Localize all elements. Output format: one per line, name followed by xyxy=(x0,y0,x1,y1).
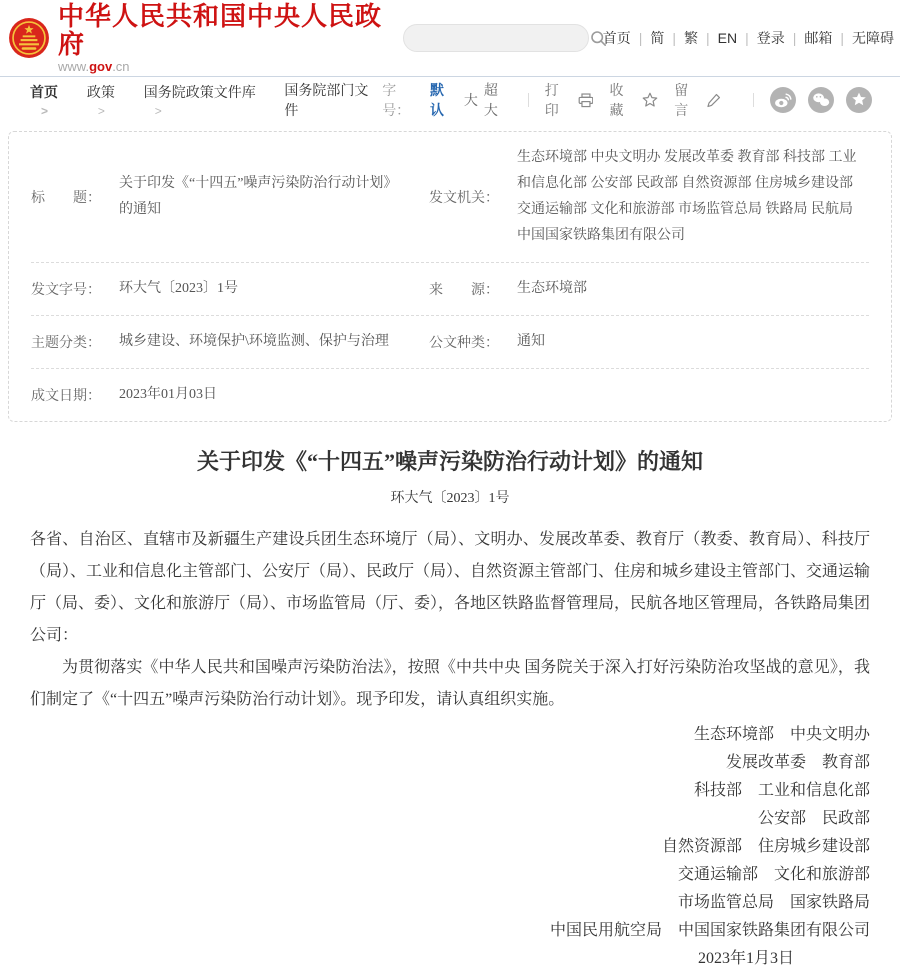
meta-date-label: 成文日期： xyxy=(31,389,101,404)
favorite-button[interactable]: 收藏 xyxy=(609,80,658,120)
nav-login[interactable]: | 登录 xyxy=(737,28,785,48)
meta-doctype-value: 通知 xyxy=(517,334,546,349)
signature-line: 市场监管总局 国家铁路局 xyxy=(677,894,870,911)
fontsize-xlarge[interactable]: 超大 xyxy=(483,82,498,118)
nav-traditional[interactable]: | 繁 xyxy=(664,28,698,48)
breadcrumb-bar xyxy=(0,77,900,123)
meta-topic-label: 主题分类： xyxy=(31,336,101,351)
meta-issuer-value: 生态环境部 中央文明办 发展改革委 教育部 科技部 工业和信息化部 公安部 民政部 自然资源部 住房城乡建设部 交通运输部 文化和旅游部 市场监管总局 铁路局 民航局 中国国家铁路集团有限公司 xyxy=(517,150,857,243)
meta-row-title xyxy=(31,132,869,263)
meta-row-topic xyxy=(31,316,869,369)
article-paragraph: 各省、自治区、直辖市及新疆生产建设兵团生态环境厅（局）、文明办、发展改革委、教育厅（教委、教育局）、科技厅（局）、工业和信息化主管部门、公安厅（局）、民政厅（局）、自然资源主管部门、住房和城乡建设主管部门、交通运输厅（局、委）、文化和旅游厅（局）、市场监管局（厅、委），各地区铁路监督管理局，民航各地区管理局，各铁路局集团公司： xyxy=(30,531,871,644)
breadcrumb-home[interactable]: 首页 > xyxy=(30,82,87,118)
breadcrumb-department-docs: 国务院部门文件 xyxy=(284,82,369,118)
meta-issuer-label: 发文机关： xyxy=(429,191,500,206)
article-docnum: 环大气〔2023〕1号 xyxy=(390,491,510,506)
signature-block xyxy=(30,721,870,973)
meta-row-refnum xyxy=(31,263,869,316)
nav-home[interactable]: 首页 xyxy=(602,30,631,46)
weibo-share-icon[interactable] xyxy=(770,87,796,113)
wechat-share-icon[interactable] xyxy=(808,87,834,113)
site-header xyxy=(0,0,900,77)
share-group xyxy=(770,87,872,113)
signature-line: 科技部 工业和信息化部 xyxy=(693,782,870,799)
article-title: 关于印发《“十四五”噪声污染防治行动计划》的通知 xyxy=(196,449,703,474)
meta-refnum-label: 发文字号： xyxy=(31,283,101,298)
breadcrumb-policy[interactable]: 政策 > xyxy=(87,82,144,118)
fontsize-default[interactable]: 默认 xyxy=(429,82,444,118)
signature-line: 交通运输部 文化和旅游部 xyxy=(677,866,870,883)
meta-refnum-value: 环大气〔2023〕1号 xyxy=(119,281,238,296)
divider xyxy=(528,93,529,107)
site-url: www.gov.cn xyxy=(58,59,130,74)
print-button[interactable]: 打印 xyxy=(545,80,594,120)
comment-button[interactable]: 留言 xyxy=(674,80,721,120)
meta-doctype-label: 公文种类： xyxy=(429,336,500,351)
search-input[interactable] xyxy=(414,31,590,46)
divider xyxy=(753,93,754,107)
fontsize-large[interactable]: 大 xyxy=(463,92,478,108)
article xyxy=(0,447,900,973)
signature-line: 生态环境部 中央文明办 xyxy=(693,726,870,743)
signature-line: 公安部 民政部 xyxy=(757,810,870,827)
signature-date: 2023年1月3日 xyxy=(697,950,794,967)
signature-line: 自然资源部 住房城乡建设部 xyxy=(661,838,870,855)
meta-topic-value: 城乡建设、环境保护\环境监测、保护与治理 xyxy=(119,334,389,349)
top-nav xyxy=(603,28,894,48)
article-paragraph: 为贯彻落实《中华人民共和国噪声污染防治法》，按照《中共中央 国务院关于深入打好污染防治攻坚战的意见》，我们制定了《“十四五”噪声污染防治行动计划》。现予印发，请认真组织实施。 xyxy=(30,659,870,708)
page-tools xyxy=(382,80,872,120)
meta-source-label: 来 源： xyxy=(429,283,500,298)
site-title: 中华人民共和国中央人民政府 xyxy=(58,1,383,59)
meta-title-value: 关于印发《“十四五”噪声污染防治行动计划》的通知 xyxy=(119,176,398,217)
meta-source-value: 生态环境部 xyxy=(517,281,588,296)
breadcrumb xyxy=(30,80,382,120)
search-box xyxy=(403,24,589,52)
site-logo[interactable] xyxy=(8,2,403,74)
pencil-icon xyxy=(707,93,721,108)
signature-line: 发展改革委 教育部 xyxy=(725,754,870,771)
star-icon xyxy=(642,92,658,108)
national-emblem-icon xyxy=(8,17,50,59)
nav-simplified[interactable]: | 简 xyxy=(631,28,665,48)
signature-line: 中国民用航空局 中国国家铁路集团有限公司 xyxy=(549,922,870,939)
printer-icon xyxy=(578,93,594,108)
nav-mail[interactable]: | 邮箱 xyxy=(785,28,833,48)
meta-date-value: 2023年01月03日 xyxy=(119,387,217,402)
fontsize-label: 字号： xyxy=(382,82,411,118)
document-meta-panel xyxy=(8,131,892,422)
breadcrumb-policy-library[interactable]: 国务院政策文件库 > xyxy=(144,82,285,118)
nav-english[interactable]: | EN xyxy=(698,30,737,46)
meta-row-date xyxy=(31,369,869,421)
meta-title-label: 标 题： xyxy=(31,191,101,206)
favorite-share-icon[interactable] xyxy=(846,87,872,113)
nav-accessibility[interactable]: | 无障碍 xyxy=(832,28,894,48)
